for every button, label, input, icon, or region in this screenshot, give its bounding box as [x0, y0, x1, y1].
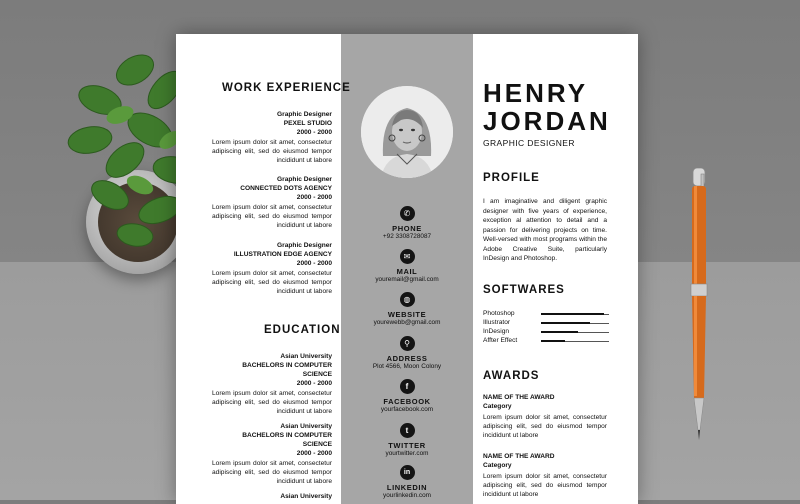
- work-entry-years: 2000 - 2000: [296, 260, 332, 267]
- contact-value: youremail@gmail.com: [375, 276, 439, 283]
- work-entry-years: 2000 - 2000: [296, 129, 332, 136]
- education-entry-years: 2000 - 2000: [296, 450, 332, 457]
- mail-icon: ✉: [400, 249, 415, 264]
- education-entry-1: [212, 352, 332, 416]
- software-level-bar: [541, 341, 609, 342]
- work-entry-title: Graphic Designer: [277, 111, 332, 118]
- software-level-fill: [541, 322, 590, 324]
- software-level-bar: [541, 314, 609, 315]
- awards-heading: AWARDS: [483, 370, 540, 382]
- award-desc: Lorem ipsum dolor sit amet, consectetur adipiscing elit, sed do eiusmod tempor incididunt ut labore: [483, 473, 607, 498]
- work-entry-desc: Lorem ipsum dolor sit amet, consectetur adipiscing elit, sed do eiusmod tempor incididunt ut labore: [212, 139, 332, 164]
- twitter-icon: t: [400, 423, 415, 438]
- globe-icon: ◍: [400, 292, 415, 307]
- job-title: GRAPHIC DESIGNER: [483, 138, 575, 148]
- contact-value: +92 3308728087: [382, 233, 432, 240]
- award-category: Category: [483, 462, 512, 469]
- contact-facebook: [341, 379, 473, 414]
- contact-value: yourlinkedin.com: [383, 492, 431, 499]
- education-entry-degree: BACHELORS IN COMPUTER SCIENCE: [242, 432, 332, 448]
- software-level-bar: [541, 323, 609, 324]
- software-name: InDesign: [483, 328, 510, 335]
- education-heading: EDUCATION: [264, 324, 341, 336]
- contact-phone: [341, 206, 473, 241]
- education-entry-2: [212, 422, 332, 486]
- work-entry-title: Graphic Designer: [277, 242, 332, 249]
- contact-label: ADDRESS: [386, 354, 428, 363]
- award-title: NAME OF THE AWARD: [483, 453, 555, 460]
- software-name: Illustrator: [483, 319, 511, 326]
- contact-value: Plot 4566, Moon Colony: [372, 363, 442, 370]
- work-entry-org: CONNECTED DOTS AGENCY: [240, 185, 332, 192]
- contact-address: [341, 336, 473, 371]
- software-level-fill: [541, 331, 578, 333]
- award-entry-1: [483, 393, 607, 440]
- work-experience-heading: WORK EXPERIENCE: [222, 82, 351, 94]
- award-title: NAME OF THE AWARD: [483, 394, 555, 401]
- phone-icon: ✆: [400, 206, 415, 221]
- softwares-heading: SOFTWARES: [483, 284, 565, 296]
- education-entry-desc: Lorem ipsum dolor sit amet, consectetur adipiscing elit, sed do eiusmod tempor incididunt ut labore: [212, 390, 332, 415]
- contact-value: yourfacebook.com: [380, 406, 434, 413]
- education-entry-years: 2000 - 2000: [296, 380, 332, 387]
- software-row: [483, 328, 611, 337]
- profile-photo: [361, 86, 453, 178]
- contact-website: [341, 292, 473, 327]
- contact-value: yourtwitter.com: [385, 450, 429, 457]
- profile-text: I am imaginative and diligent graphic designer with five years of experience, exception al attention to detail and a passion for delivering projects on time. Well-versed with most programs within the Adobe Creative Suite, particularly InDesign and Photoshop.: [483, 198, 607, 262]
- education-entry-school: Asian University: [280, 423, 332, 430]
- work-entry-org: ILLUSTRATION EDGE AGENCY: [233, 251, 332, 258]
- work-entry-title: Graphic Designer: [277, 176, 332, 183]
- contact-label: PHONE: [392, 224, 422, 233]
- work-entry-years: 2000 - 2000: [296, 194, 332, 201]
- software-row: [483, 319, 611, 328]
- pen-image: [684, 168, 714, 448]
- software-name: Photoshop: [483, 310, 515, 317]
- contact-label: WEBSITE: [387, 310, 427, 319]
- software-row: [483, 337, 611, 346]
- contact-mail: [341, 249, 473, 284]
- software-row: [483, 310, 611, 319]
- software-level-fill: [541, 313, 604, 315]
- education-entry-school: Asian University: [280, 493, 332, 500]
- award-desc: Lorem ipsum dolor sit amet, consectetur adipiscing elit, sed do eiusmod tempor incididunt ut labore: [483, 414, 607, 439]
- education-entry-degree: BACHELORS IN COMPUTER SCIENCE: [242, 362, 332, 378]
- contact-twitter: [341, 423, 473, 458]
- education-entry-desc: Lorem ipsum dolor sit amet, consectetur adipiscing elit, sed do eiusmod tempor incididunt ut labore: [212, 460, 332, 485]
- software-level-bar: [541, 332, 609, 333]
- facebook-icon: f: [400, 379, 415, 394]
- contact-label: TWITTER: [388, 441, 426, 450]
- work-entry-org: PEXEL STUDIO: [283, 120, 332, 127]
- profile-heading: PROFILE: [483, 172, 540, 184]
- software-name: Affter Effect: [483, 337, 518, 344]
- location-pin-icon: ⚲: [400, 336, 415, 351]
- software-level-fill: [541, 340, 565, 342]
- contact-linkedin: [341, 465, 473, 500]
- first-name: HENRY: [483, 78, 589, 108]
- education-entry-school: Asian University: [280, 353, 332, 360]
- work-entry-desc: Lorem ipsum dolor sit amet, consectetur adipiscing elit, sed do eiusmod tempor incididunt ut labore: [212, 270, 332, 295]
- contact-label: FACEBOOK: [383, 397, 431, 406]
- linkedin-icon: in: [400, 465, 415, 480]
- work-entry-3: [212, 241, 332, 296]
- work-entry-1: [212, 110, 332, 165]
- contact-label: MAIL: [396, 267, 418, 276]
- last-name: JORDAN: [483, 106, 611, 136]
- work-entry-desc: Lorem ipsum dolor sit amet, consectetur adipiscing elit, sed do eiusmod tempor incididunt ut labore: [212, 204, 332, 229]
- contact-label: LINKEDIN: [386, 483, 428, 492]
- contact-value: yourewebb@gmail.com: [373, 319, 441, 326]
- work-entry-2: [212, 175, 332, 230]
- resume-name: [483, 79, 611, 135]
- award-category: Category: [483, 403, 512, 410]
- award-entry-2: [483, 452, 607, 499]
- resume-page: [176, 34, 638, 504]
